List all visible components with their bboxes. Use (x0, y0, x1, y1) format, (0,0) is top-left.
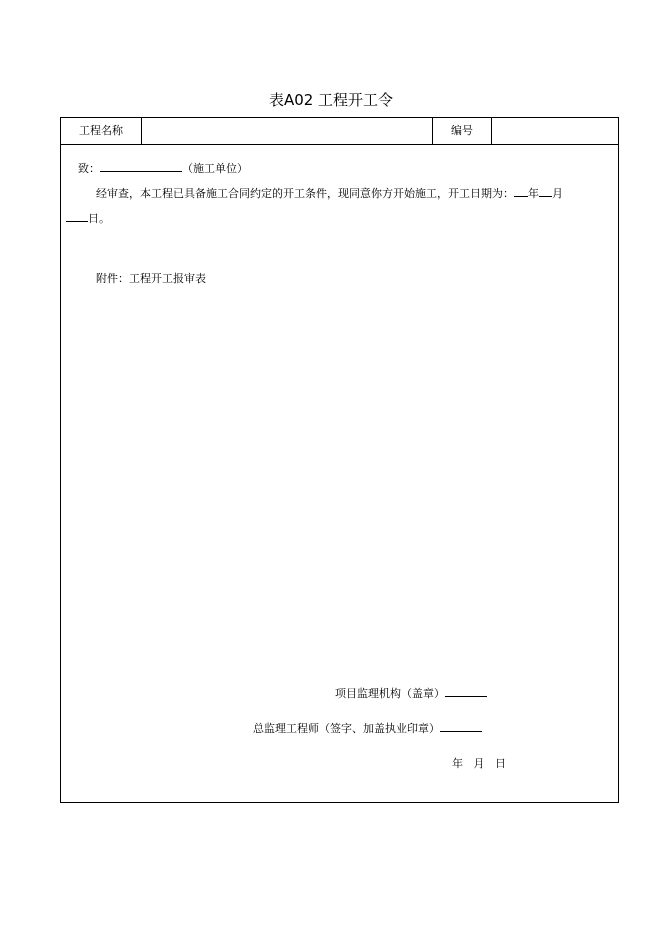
to-suffix: （施工单位） (182, 162, 248, 175)
year-blank[interactable] (514, 185, 528, 197)
year-label: 年 (528, 187, 539, 200)
day-blank[interactable] (66, 210, 88, 222)
form-title: 表A02 工程开工令 (268, 91, 394, 109)
org-seal-label: 项目监理机构（盖章） (335, 687, 445, 700)
org-seal-line (335, 685, 487, 701)
org-seal-blank[interactable] (445, 685, 487, 697)
day-label: 日。 (88, 212, 110, 225)
engineer-sign-label: 总监理工程师（签字、加盖执业印章） (253, 722, 440, 735)
engineer-sign-line (253, 720, 482, 736)
approval-line (96, 185, 563, 201)
approval-text: 经审查，本工程已具备施工合同约定的开工条件，现同意你方开始施工，开工日期为： (96, 187, 514, 200)
addressee-line (78, 160, 248, 176)
project-name-field[interactable] (142, 118, 433, 144)
number-field[interactable] (492, 118, 618, 144)
contractor-blank[interactable] (100, 160, 182, 172)
work-start-order-form (60, 117, 619, 803)
month-blank[interactable] (539, 185, 552, 197)
to-label: 致： (78, 162, 100, 175)
sign-date: 年 月 日 (452, 757, 506, 770)
number-label: 编号 (433, 118, 492, 144)
project-name-label: 工程名称 (61, 118, 142, 144)
attachment-note: 附件：工程开工报审表 (96, 272, 206, 285)
month-label: 月 (552, 187, 563, 200)
engineer-sign-blank[interactable] (440, 720, 482, 732)
form-header-row (61, 118, 618, 145)
day-line (66, 210, 110, 226)
